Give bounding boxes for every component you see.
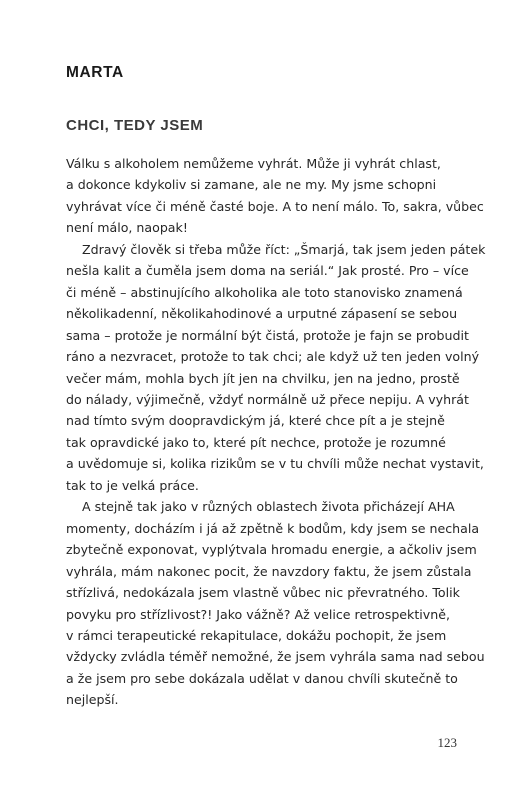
- body-text: [66, 153, 486, 711]
- text-line: Válku s alkoholem nemůžeme vyhrát. Může ji vyhrát chlast,: [66, 156, 441, 171]
- text-line: nad tímto svým doopravdickým já, které chce pít a je stejně: [66, 413, 445, 429]
- text-line: není málo, naopak!: [66, 220, 188, 236]
- text-line: Zdravý člověk si třeba může říct: „Šmarjá, tak jsem jeden pátek: [82, 241, 486, 257]
- text-line: do nálady, výjimečně, vždyť normálně už přece nepiju. A vyhrát: [66, 391, 469, 407]
- text-line: a uvědomuje si, kolika rizikům se v tu chvíli může nechat vystavit,: [66, 456, 484, 472]
- text-line: A stejně tak jako v různých oblastech života přicházejí AHA: [82, 499, 455, 515]
- text-line: tak opravdické jako to, které pít nechce, protože je rozumné: [66, 434, 446, 450]
- text-line: či méně – abstinujícího alkoholika ale toto stanovisko znamená: [66, 284, 463, 300]
- text-line: několikadenní, několikahodinové a urputné zápasení se sebou: [66, 306, 458, 322]
- text-line: nešla kalit a čuměla jsem doma na seriál.“ Jak prosté. Pro – více: [66, 263, 469, 279]
- text-line: a dokonce kdykoliv si zamane, ale ne my. My jsme schopni: [66, 177, 437, 193]
- text-line: vždycky zvládla téměř nemožné, že jsem vyhrála sama nad sebou: [66, 649, 485, 665]
- text-line: povyku pro střízlivost?! Jako vážně? Až velice retrospektivně,: [66, 606, 450, 622]
- text-line: vyhrávat více či méně časté boje. A to není málo. To, sakra, vůbec: [66, 198, 484, 214]
- chapter-title: CHCI, TEDY JSEM: [66, 117, 204, 134]
- text-line: nejlepší.: [66, 692, 119, 708]
- text-line: a že jsem pro sebe dokázala udělat v danou chvíli skutečně to: [66, 670, 458, 686]
- text-line: v rámci terapeutické rekapitulace, dokážu pochopit, že jsem: [66, 627, 447, 643]
- text-line: zbytečně exponovat, vyplýtvala hromadu energie, a ačkoliv jsem: [66, 542, 477, 558]
- text-line: střízlivá, nedokázala jsem vlastně vůbec nic převratného. Tolik: [66, 585, 460, 601]
- page-number: 123: [437, 735, 457, 750]
- text-line: večer mám, mohla bych jít jen na chvilku, jen na jedno, prostě: [66, 370, 460, 386]
- text-line: ráno a nezvracet, protože to tak chci; ale když už ten jeden volný: [66, 349, 480, 365]
- text-line: vyhrála, mám nakonec pocit, že navzdory faktu, že jsem zůstala: [66, 563, 472, 579]
- text-line: tak to je velká práce.: [66, 477, 199, 493]
- author-heading: MARTA: [66, 64, 124, 81]
- text-line: momenty, docházím i já až zpětně k bodům, kdy jsem se nechala: [66, 520, 480, 536]
- text-line: sama – protože je normální být čistá, protože je fajn se probudit: [66, 327, 469, 343]
